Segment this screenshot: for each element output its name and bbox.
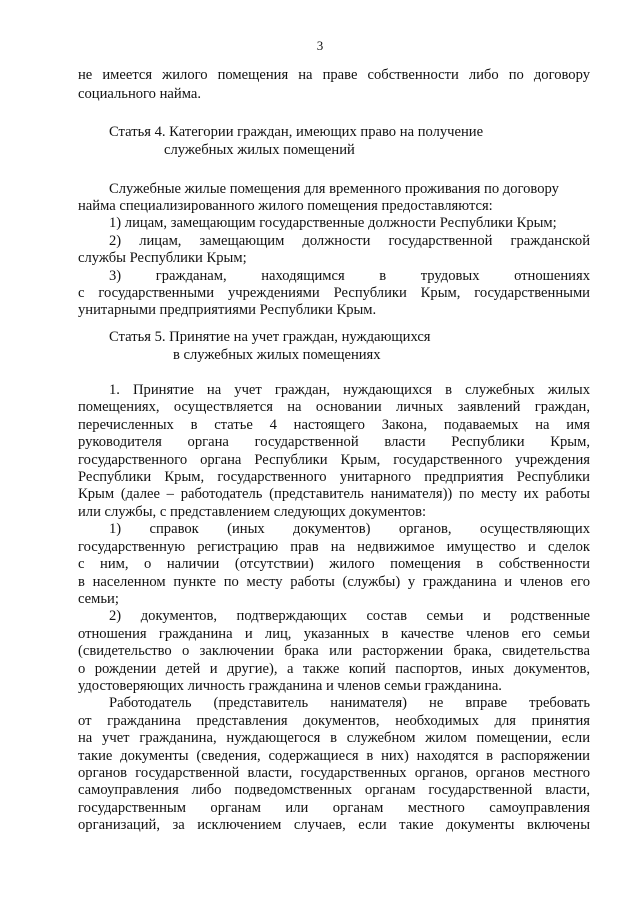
text-line: в населенном пункте по месту работы (службы) у гражданина и членов его bbox=[78, 574, 590, 590]
text-line: найма специализированного жилого помещения предоставляются: bbox=[78, 198, 493, 214]
text-line: органов государственной власти, государственных органов, органов местного bbox=[78, 765, 590, 781]
text-line: 3) гражданам, находящимся в трудовых отношениях bbox=[109, 268, 590, 284]
text-line: от гражданина представления документов, необходимых для принятия bbox=[78, 713, 590, 729]
text-line: перечисленных в статье 4 настоящего Закона, подаваемых на имя bbox=[78, 417, 590, 433]
page-number: 3 bbox=[316, 38, 324, 53]
text-line: не имеется жилого помещения на праве собственности либо по договору bbox=[78, 67, 590, 83]
text-line: Статья 5. Принятие на учет граждан, нуждающихся bbox=[109, 329, 431, 345]
text-line: руководителя органа государственной власти Республики Крым, bbox=[78, 434, 590, 450]
text-line: 2) лицам, замещающим должности государственной гражданской bbox=[109, 233, 590, 249]
text-line: или службы, с представлением следующих документов: bbox=[78, 504, 427, 520]
text-line: Служебные жилые помещения для временного проживания по договору bbox=[109, 181, 559, 197]
text-line: семьи; bbox=[78, 591, 119, 607]
text-line: 1) лицам, замещающим государственные должности Республики Крым; bbox=[109, 215, 557, 231]
text-line: на учет гражданина, нуждающегося в служебном жилом помещении, если bbox=[78, 730, 590, 746]
text-line: 1) справок (иных документов) органов, осуществляющих bbox=[109, 521, 590, 537]
text-line: в служебных жилых помещениях bbox=[173, 347, 381, 363]
text-line: помещениях, осуществляется на основании личных заявлений граждан, bbox=[78, 399, 590, 415]
text-line: унитарными предприятиями Республики Крым. bbox=[78, 302, 377, 318]
text-line: государственного органа Республики Крым, государственного учреждения bbox=[78, 452, 590, 468]
text-line: Статья 4. Категории граждан, имеющих право на получение bbox=[109, 124, 484, 140]
text-line: такие документы (сведения, содержащиеся в них) находятся в распоряжении bbox=[78, 748, 590, 764]
text-line: организаций, за исключением случаев, если такие документы включены bbox=[78, 817, 590, 833]
text-line: отношения гражданина и лиц, указанных в качестве членов его семьи bbox=[78, 626, 590, 642]
text-line: служебных жилых помещений bbox=[164, 142, 355, 158]
text-line: 2) документов, подтверждающих состав семьи и родственные bbox=[109, 608, 590, 624]
text-line: (свидетельство о заключении брака или расторжении брака, свидетельства bbox=[78, 643, 590, 659]
text-line: государственным органам или органам местного самоуправления bbox=[78, 800, 590, 816]
text-line: Крым (далее – работодатель (представитель нанимателя)) по месту их работы bbox=[78, 486, 590, 502]
text-line: с ним, о наличии (отсутствии) жилого помещения в собственности bbox=[78, 556, 590, 572]
text-line: 1. Принятие на учет граждан, нуждающихся в служебных жилых bbox=[109, 382, 590, 398]
text-line: самоуправления либо подведомственных органам государственной власти, bbox=[78, 782, 590, 798]
text-line: службы Республики Крым; bbox=[78, 250, 247, 266]
text-line: социального найма. bbox=[78, 86, 201, 102]
text-line: государственную регистрацию прав на недвижимое имущество и сделок bbox=[78, 539, 590, 555]
text-line: о рождении детей и другие), а также копий паспортов, иных документов, bbox=[78, 661, 590, 677]
text-line: Республики Крым, государственного унитарного предприятия Республики bbox=[78, 469, 590, 485]
text-line: удостоверяющих личность гражданина и членов семьи гражданина. bbox=[78, 678, 502, 694]
text-line: Работодатель (представитель нанимателя) не вправе требовать bbox=[109, 695, 590, 711]
text-line: с государственными учреждениями Республики Крым, государственными bbox=[78, 285, 590, 301]
